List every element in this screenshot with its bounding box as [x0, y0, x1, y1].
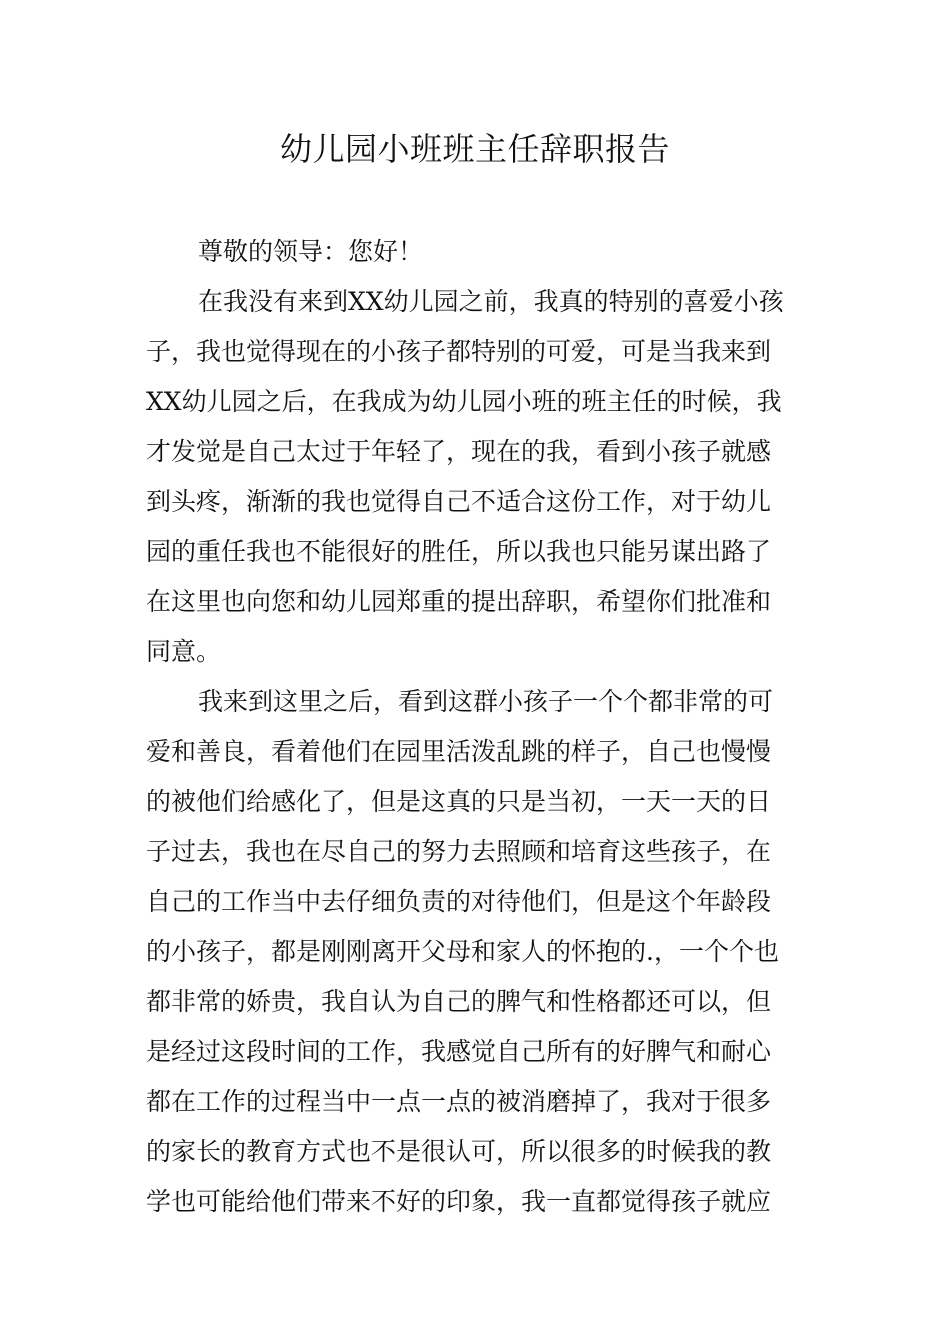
body-line: 到头疼，渐渐的我也觉得自己不适合这份工作，对于幼儿 — [146, 487, 772, 516]
body-line: 子，我也觉得现在的小孩子都特别的可爱，可是当我来到 — [146, 337, 772, 366]
body-line: 园的重任我也不能很好的胜任，所以我也只能另谋出路了 — [146, 537, 772, 566]
body-line: 的家长的教育方式也不是很认可，所以很多的时候我的教 — [146, 1137, 772, 1166]
document-title: 幼儿园小班班主任辞职报告 — [279, 130, 670, 168]
body-line: 是经过这段时间的工作，我感觉自己所有的好脾气和耐心 — [146, 1037, 772, 1066]
body-line: 的小孩子，都是刚刚离开父母和家人的怀抱的.，一个个也 — [146, 937, 779, 966]
body-line: 学也可能给他们带来不好的印象，我一直都觉得孩子就应 — [146, 1187, 772, 1216]
body-line: 才发觉是自己太过于年轻了，现在的我，看到小孩子就感 — [146, 437, 772, 466]
body-line: 子过去，我也在尽自己的努力去照顾和培育这些孩子，在 — [146, 837, 772, 866]
body-line: 爱和善良，看着他们在园里活泼乱跳的样子，自己也慢慢 — [146, 737, 772, 766]
body-line: XX幼儿园之后，在我成为幼儿园小班的班主任的时候，我 — [146, 387, 782, 416]
body-line: 尊敬的领导：您好！ — [198, 237, 424, 266]
body-line: 同意。 — [146, 637, 222, 666]
body-line: 我来到这里之后，看到这群小孩子一个个都非常的可 — [198, 687, 774, 716]
body-line: 在这里也向您和幼儿园郑重的提出辞职，希望你们批准和 — [146, 587, 772, 616]
body-line: 都在工作的过程当中一点一点的被消磨掉了，我对于很多 — [146, 1087, 772, 1116]
document-body — [146, 227, 806, 1227]
body-line: 的被他们给感化了，但是这真的只是当初，一天一天的日 — [146, 787, 772, 816]
body-line: 在我没有来到XX幼儿园之前，我真的特别的喜爱小孩 — [198, 287, 784, 316]
body-line: 都非常的娇贵，我自认为自己的脾气和性格都还可以，但 — [146, 987, 772, 1016]
body-line: 自己的工作当中去仔细负责的对待他们，但是这个年龄段 — [146, 887, 772, 916]
